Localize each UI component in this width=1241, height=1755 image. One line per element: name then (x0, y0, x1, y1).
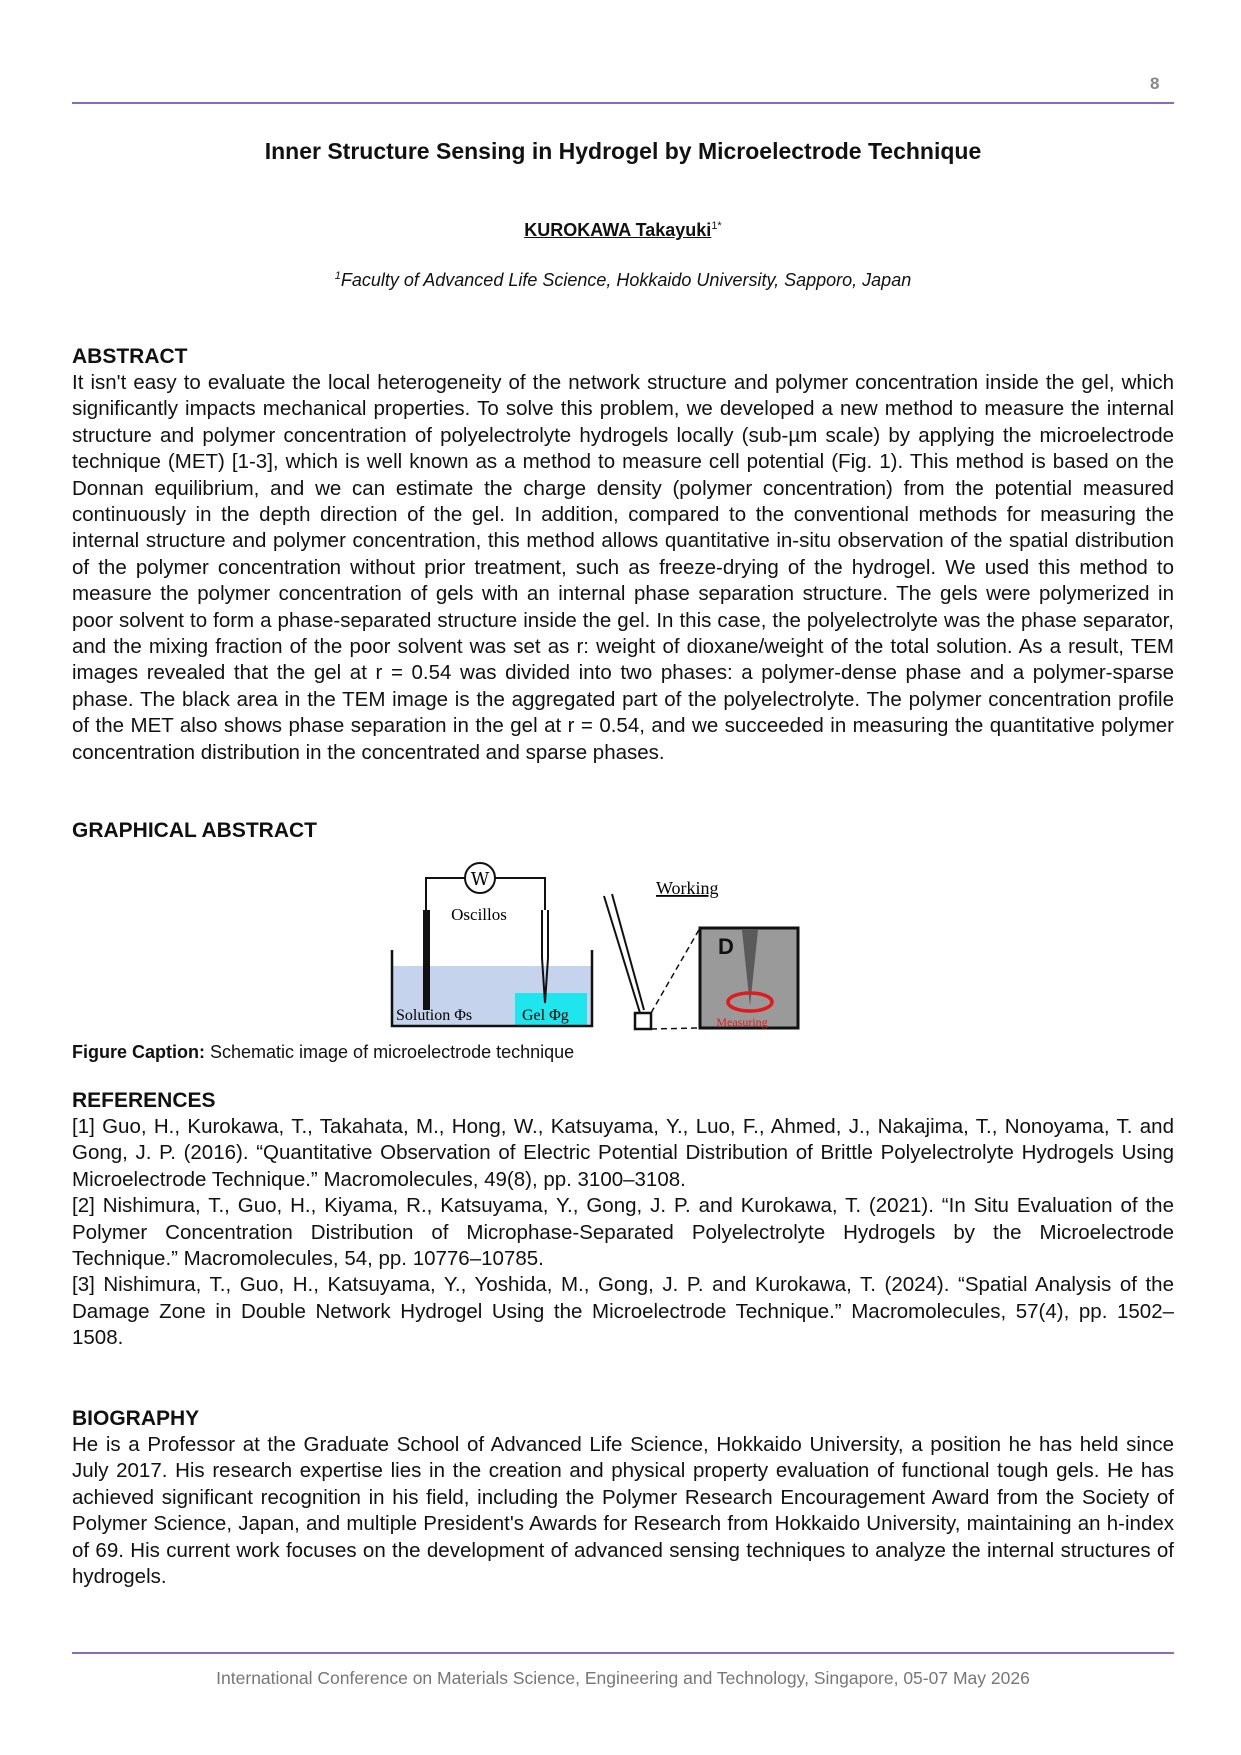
author-line (72, 220, 1174, 241)
working-label: Working (656, 878, 719, 898)
zoom-dashed-lines (651, 928, 700, 1029)
zoom-electrode (604, 894, 644, 1013)
abstract-heading: ABSTRACT (72, 345, 188, 368)
header-rule (72, 102, 1174, 104)
references-section (72, 1088, 1174, 1352)
reference-item: [2] Nishimura, T., Guo, H., Kiyama, R., Katsuyama, Y., Gong, J. P. and Kurokawa, T. (2021). “In Situ Evaluation of the Polymer Concentration Distribution of Microphase-Separated Polyelectrolyte Hydrogels by the Microelectrode Technique.” Macromolecules, 54, pp. 10776–10785. (72, 1194, 1174, 1271)
biography-heading: BIOGRAPHY (72, 1407, 200, 1430)
references-heading: REFERENCES (72, 1089, 216, 1112)
author-name: KUROKAWA Takayuki (524, 220, 712, 240)
biography-text: He is a Professor at the Graduate School of Advanced Life Science, Hokkaido University, a position he has held since July 2017. His research expertise lies in the creation and physical property evaluation of functional tough gels. He has achieved significant recognition in his field, including the Polymer Research Encouragement Award from the Society of Polymer Science, Japan, and multiple President's Awards for Research from Hokkaido University, maintaining an h-index of 69. His current work focuses on the development of advanced sensing techniques to analyze the internal structures of hydrogels. (72, 1433, 1174, 1589)
caption-label: Figure Caption: (72, 1042, 205, 1062)
graphical-abstract-figure (382, 858, 862, 1038)
measuring-label: Measuring (716, 1015, 768, 1029)
meter-symbol: W (470, 869, 490, 890)
solution-label: Solution Φs (396, 1007, 473, 1024)
affiliation-text: Faculty of Advanced Life Science, Hokkaido University, Sapporo, Japan (340, 270, 912, 290)
caption-text: Schematic image of microelectrode technique (205, 1042, 575, 1062)
oscillo-label: Oscillos (451, 905, 507, 924)
reference-item: [3] Nishimura, T., Guo, H., Katsuyama, Y., Yoshida, M., Gong, J. P. and Kurokawa, T. (2024). “Spatial Analysis of the Damage Zone in Double Network Hydrogel Using the Microelectrode Technique.” Macromolecules, 57(4), pp. 1502–1508. (72, 1273, 1174, 1350)
page-number: 8 (1150, 74, 1160, 93)
abstract-section (72, 344, 1174, 766)
reference-electrode (423, 910, 430, 1010)
figure-caption (72, 1042, 574, 1063)
biography-section (72, 1406, 1174, 1590)
author-superscript: 1* (711, 220, 722, 232)
paper-title: Inner Structure Sensing in Hydrogel by Microelectrode Technique (264, 138, 982, 164)
zoom-box (635, 1013, 651, 1029)
reference-item: [1] Guo, H., Kurokawa, T., Takahata, M., Hong, W., Katsuyama, Y., Luo, F., Ahmed, J., Nakajima, T., Nonoyama, T. and Gong, J. P. (2016). “Quantitative Observation of Electric Potential Distribution of Brittle Polyelectrolyte Hydrogels Using Microelectrode Technique.” Macromolecules, 49(8), pp. 3100–3108. (72, 1115, 1174, 1191)
graphical-abstract-section (72, 818, 1174, 844)
microelectrode-schematic (382, 858, 862, 1038)
d-label: D (718, 934, 734, 959)
affiliation-superscript: 1 (334, 270, 341, 282)
footer-text: International Conference on Materials Science, Engineering and Technology, Singapore, 05-07 May 2026 (216, 1668, 1030, 1688)
graphical-abstract-heading: GRAPHICAL ABSTRACT (72, 819, 317, 842)
abstract-text: It isn't easy to evaluate the local heterogeneity of the network structure and polymer concentration inside the gel, which significantly impacts mechanical properties. To solve this problem, we developed a new method to measure the internal structure and polymer concentration of polyelectrolyte hydrogels locally (sub-µm scale) by applying the microelectrode technique (MET) [1-3], which is well known as a method to measure cell potential (Fig. 1). This method is based on the Donnan equilibrium, and we can estimate the charge density (polymer concentration) from the potential measured continuously in the depth direction of the gel. In addition, compared to the conventional methods for measuring the internal structure and polymer concentration, this method allows quantitative in-situ observation of the spatial distribution of the polymer concentration without prior treatment, such as freeze-drying of the hydrogel. We used this method to measure the polymer concentration of gels with an internal phase separation structure. The gels were polymerized in poor solvent to form a phase-separated structure inside the gel. In this case, the polyelectrolyte was the phase separator, and the mixing fraction of the poor solvent was set as r: weight of dioxane/weight of the total solution. As a result, TEM images revealed that the gel at r = 0.54 was divided into two phases: a polymer-dense phase and a polymer-sparse phase. The black area in the TEM image is the aggregated part of the polyelectrolyte. The polymer concentration profile of the MET also shows phase separation in the gel at r = 0.54, and we succeeded in measuring the quantitative polymer concentration distribution in the concentrated and sparse phases. (72, 371, 1174, 764)
gel-label: Gel Φg (522, 1007, 569, 1024)
footer-rule (72, 1652, 1174, 1654)
affiliation (72, 270, 1174, 291)
